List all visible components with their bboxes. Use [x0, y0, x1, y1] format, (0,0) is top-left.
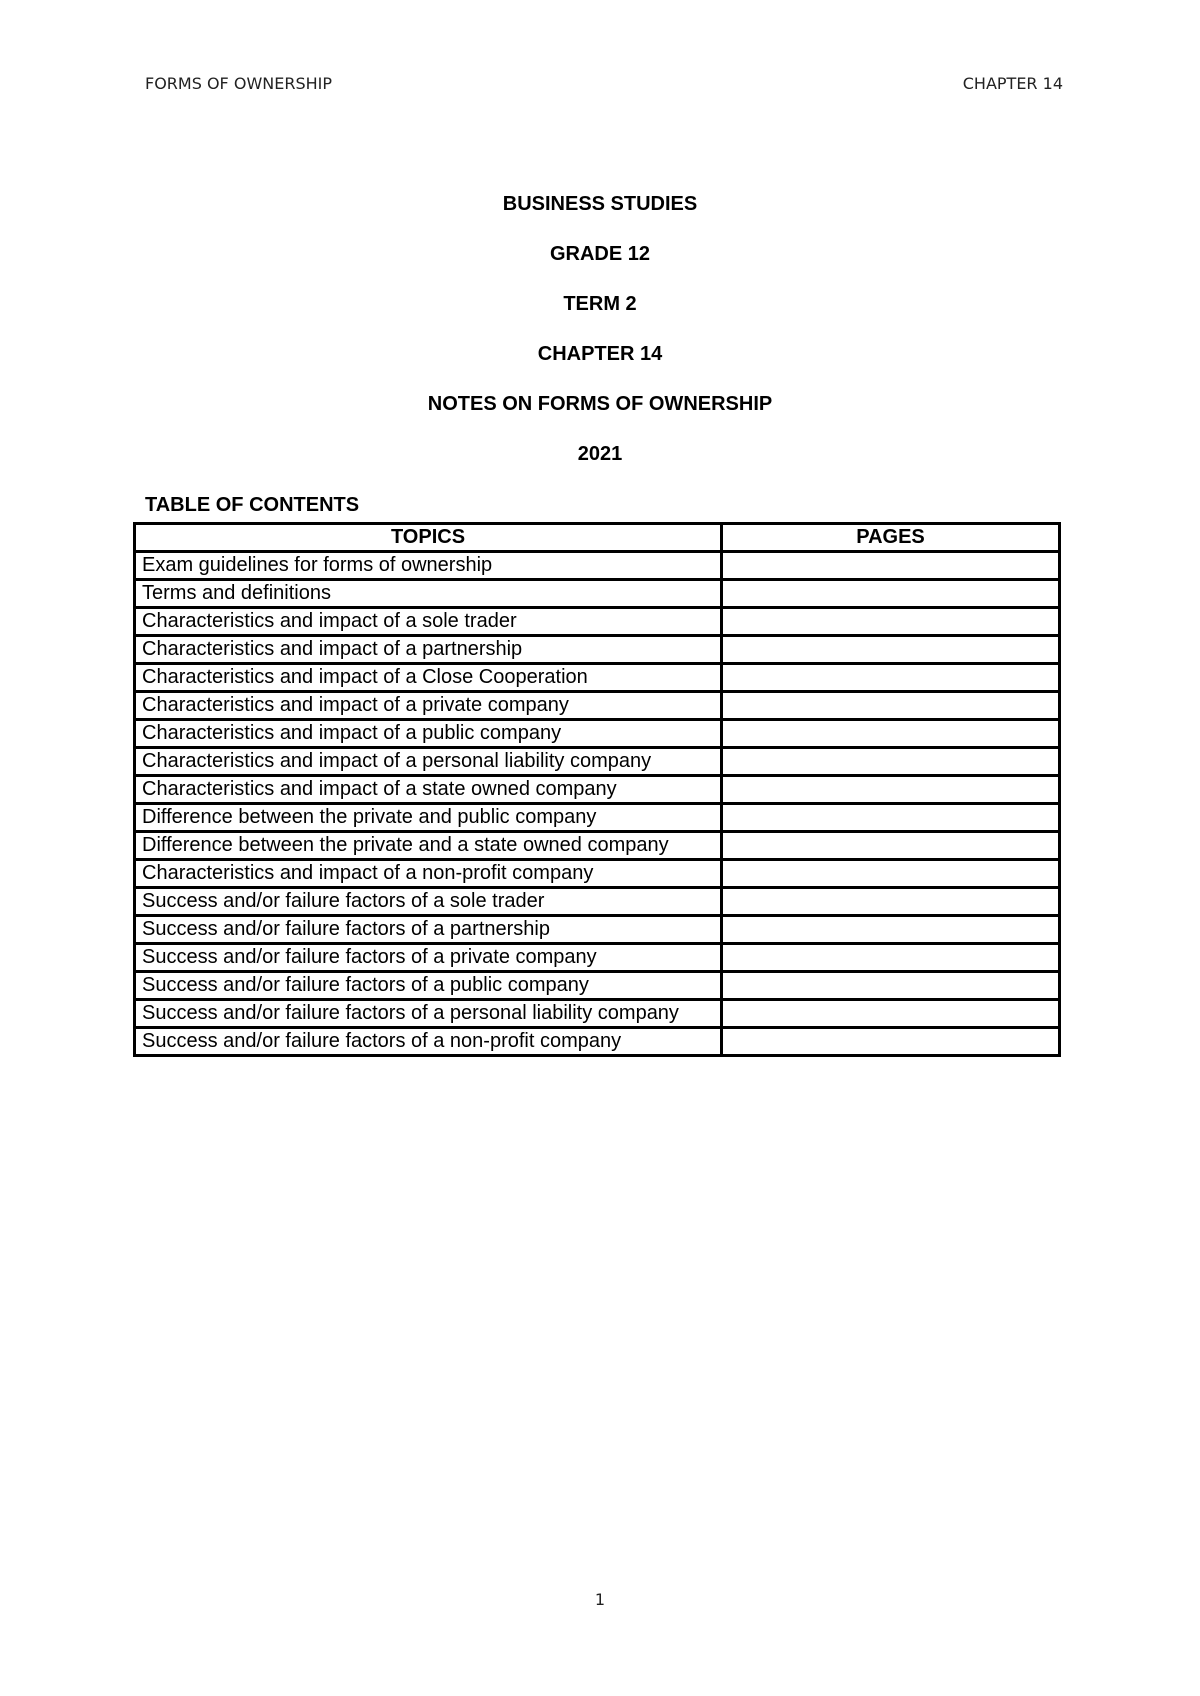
pages-cell: [722, 692, 1060, 720]
topic-cell: Difference between the private and public company: [135, 804, 722, 832]
pages-cell: [722, 776, 1060, 804]
pages-cell: [722, 748, 1060, 776]
title-block: [0, 193, 1200, 493]
title-notes: NOTES ON FORMS OF OWNERSHIP: [427, 393, 773, 415]
topic-cell: Characteristics and impact of a partnership: [135, 636, 722, 664]
topic-cell: Characteristics and impact of a private company: [135, 692, 722, 720]
page-header: [145, 74, 1063, 98]
pages-cell: [722, 580, 1060, 608]
pages-cell: [722, 1000, 1060, 1028]
table-row: [135, 972, 1060, 1000]
toc-header-row: [135, 524, 1060, 552]
header-right-text: CHAPTER 14: [962, 74, 1063, 93]
pages-cell: [722, 972, 1060, 1000]
pages-cell: [722, 664, 1060, 692]
pages-cell: [722, 888, 1060, 916]
title-grade: GRADE 12: [549, 243, 651, 265]
table-row: [135, 748, 1060, 776]
topic-cell: Characteristics and impact of a sole trader: [135, 608, 722, 636]
topic-cell: Characteristics and impact of a personal liability company: [135, 748, 722, 776]
topic-cell: Exam guidelines for forms of ownership: [135, 552, 722, 580]
topic-cell: Difference between the private and a state owned company: [135, 832, 722, 860]
table-row: [135, 552, 1060, 580]
table-row: [135, 636, 1060, 664]
topic-cell: Success and/or failure factors of a sole trader: [135, 888, 722, 916]
topic-cell: Success and/or failure factors of a private company: [135, 944, 722, 972]
table-row: [135, 888, 1060, 916]
table-row: [135, 916, 1060, 944]
pages-cell: [722, 636, 1060, 664]
table-row: [135, 860, 1060, 888]
topic-cell: Characteristics and impact of a Close Cooperation: [135, 664, 722, 692]
table-row: [135, 664, 1060, 692]
pages-cell: [722, 860, 1060, 888]
topic-cell: Success and/or failure factors of a non-profit company: [135, 1028, 722, 1056]
page-number: 1: [594, 1590, 606, 1609]
topic-cell: Success and/or failure factors of a public company: [135, 972, 722, 1000]
title-term: TERM 2: [563, 293, 637, 315]
table-row: [135, 832, 1060, 860]
table-row: [135, 720, 1060, 748]
table-row: [135, 1000, 1060, 1028]
table-row: [135, 776, 1060, 804]
topic-cell: Characteristics and impact of a non-profit company: [135, 860, 722, 888]
topic-cell: Terms and definitions: [135, 580, 722, 608]
table-row: [135, 1028, 1060, 1056]
title-year: 2021: [577, 443, 623, 465]
toc-heading: TABLE OF CONTENTS: [145, 494, 360, 516]
pages-cell: [722, 608, 1060, 636]
table-row: [135, 580, 1060, 608]
pages-cell: [722, 832, 1060, 860]
pages-column-header: PAGES: [722, 524, 1060, 552]
pages-cell: [722, 944, 1060, 972]
pages-cell: [722, 916, 1060, 944]
pages-cell: [722, 804, 1060, 832]
table-row: [135, 608, 1060, 636]
topic-cell: Success and/or failure factors of a personal liability company: [135, 1000, 722, 1028]
topics-column-header: TOPICS: [135, 524, 722, 552]
table-row: [135, 692, 1060, 720]
title-subject: BUSINESS STUDIES: [502, 193, 698, 215]
topic-cell: Characteristics and impact of a public company: [135, 720, 722, 748]
table-row: [135, 804, 1060, 832]
table-row: [135, 944, 1060, 972]
toc-table: [133, 522, 1061, 1057]
pages-cell: [722, 552, 1060, 580]
pages-cell: [722, 1028, 1060, 1056]
topic-cell: Characteristics and impact of a state owned company: [135, 776, 722, 804]
pages-cell: [722, 720, 1060, 748]
title-chapter: CHAPTER 14: [537, 343, 663, 365]
topic-cell: Success and/or failure factors of a partnership: [135, 916, 722, 944]
header-left-text: FORMS OF OWNERSHIP: [145, 74, 333, 93]
